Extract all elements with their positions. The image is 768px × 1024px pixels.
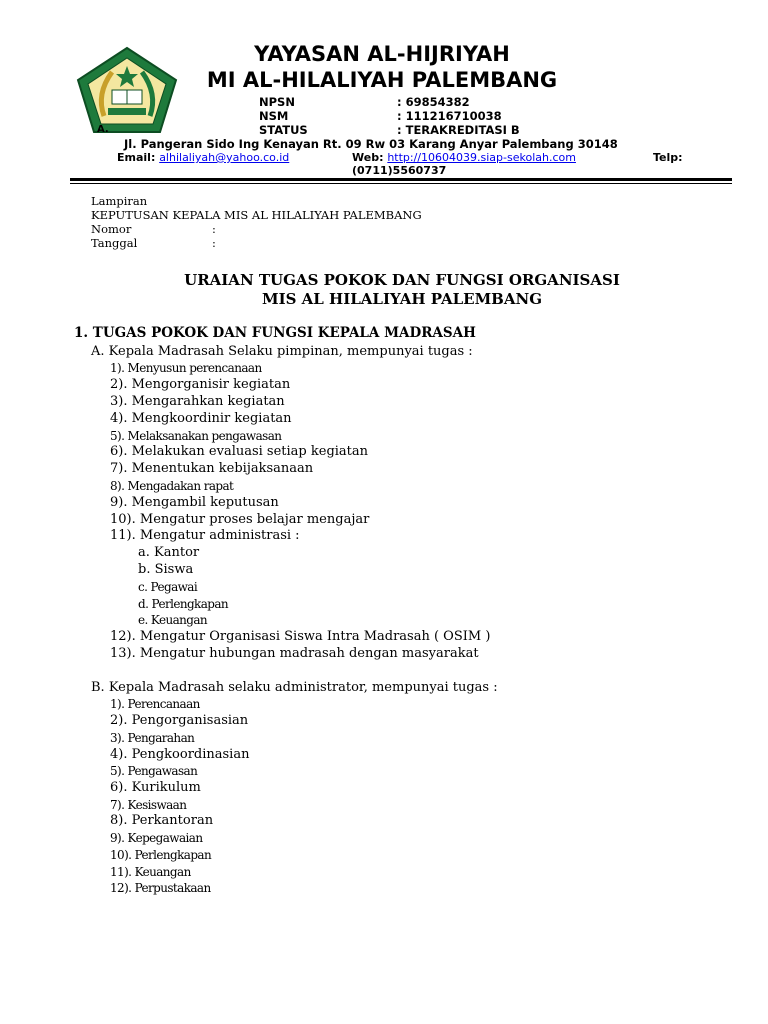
sub-list-item: a. Kantor (138, 545, 200, 560)
list-item: 5). Melaksanakan pengawasan (110, 429, 282, 443)
sub-list-item: c. Pegawai (138, 580, 198, 594)
email-label: Email: (117, 151, 156, 164)
document-title-line1: URAIAN TUGAS POKOK DAN FUNGSI ORGANISASI (184, 271, 620, 289)
list-item: 9). Kepegawaian (110, 831, 203, 845)
lampiran-label: Lampiran (91, 194, 148, 208)
list-item: 10). Mengatur proses belajar mengajar (110, 512, 370, 527)
list-item: 12). Perpustakaan (110, 881, 211, 895)
list-item: 5). Pengawasan (110, 764, 198, 778)
phone-label: Telp: (653, 151, 683, 164)
list-item: 11). Mengatur administrasi : (110, 528, 300, 543)
list-item: 3). Pengarahan (110, 731, 195, 745)
foundation-name: YAYASAN AL-HIJRIYAH (254, 42, 510, 66)
list-item: 13). Mengatur hubungan madrasah dengan masyarakat (110, 646, 479, 661)
list-item: 2). Mengorganisir kegiatan (110, 377, 291, 392)
list-item: 8). Mengadakan rapat (110, 479, 234, 493)
list-item: 2). Pengorganisasian (110, 713, 249, 728)
list-item: 7). Kesiswaan (110, 798, 187, 812)
list-item: 4). Mengkoordinir kegiatan (110, 411, 292, 426)
info-value: : 69854382 (397, 95, 470, 109)
email-block (117, 151, 289, 164)
sub-list-item: d. Perlengkapan (138, 597, 229, 611)
school-address: Jl. Pangeran Sido Ing Kenayan Rt. 09 Rw 03 Karang Anyar Palembang 30148 (124, 137, 618, 151)
header-divider-thick (70, 178, 732, 181)
list-item: 1). Menyusun perencanaan (110, 361, 262, 375)
document-title-line2: MIS AL HILALIYAH PALEMBANG (261, 290, 543, 308)
list-item: 9). Mengambil keputusan (110, 495, 279, 510)
info-key: NSM (259, 109, 289, 123)
sub-list-item: e. Keuangan (138, 613, 208, 627)
tanggal-label: Tanggal (91, 236, 138, 250)
header-divider-thin (70, 183, 732, 184)
decree-label: KEPUTUSAN KEPALA MIS AL HILALIYAH PALEMBANG (91, 208, 422, 222)
list-item: 10). Perlengkapan (110, 848, 212, 862)
list-item: 11). Keuangan (110, 865, 191, 879)
info-value: : 111216710038 (397, 109, 502, 123)
nomor-colon: : (212, 222, 216, 236)
school-name: MI AL-HILALIYAH PALEMBANG (206, 68, 558, 92)
email-link[interactable]: alhilaliyah@yahoo.co.id (159, 151, 290, 164)
list-item: 12). Mengatur Organisasi Siswa Intra Madrasah ( OSIM ) (110, 629, 491, 644)
phone-number: (0711)5560737 (352, 164, 447, 177)
list-item: 8). Perkantoran (110, 813, 214, 828)
info-key: NPSN (259, 95, 295, 109)
nomor-label: Nomor (91, 222, 132, 236)
part-b-intro: B. Kepala Madrasah selaku administrator, mempunyai tugas : (91, 680, 498, 695)
list-item: 6). Kurikulum (110, 780, 201, 795)
info-value: : TERAKREDITASI B (397, 123, 520, 137)
list-item: 4). Pengkoordinasian (110, 747, 250, 762)
section-heading: 1. TUGAS POKOK DAN FUNGSI KEPALA MADRASAH (74, 325, 476, 341)
list-item: 3). Mengarahkan kegiatan (110, 394, 285, 409)
tanggal-colon: : (212, 236, 216, 250)
tanggal-row (91, 236, 216, 250)
list-item: 6). Melakukan evaluasi setiap kegiatan (110, 444, 369, 459)
logo-letter: A. (97, 124, 109, 135)
web-link[interactable]: http://10604039.siap-sekolah.com (387, 151, 576, 164)
part-a-intro: A. Kepala Madrasah Selaku pimpinan, mempunyai tugas : (91, 344, 473, 359)
info-key: STATUS (259, 123, 308, 137)
sub-list-item: b. Siswa (138, 562, 194, 577)
web-label: Web: (352, 151, 384, 164)
list-item: 7). Menentukan kebijaksanaan (110, 461, 314, 476)
web-block (352, 151, 576, 164)
nomor-row (91, 222, 216, 236)
list-item: 1). Perencanaan (110, 697, 200, 711)
